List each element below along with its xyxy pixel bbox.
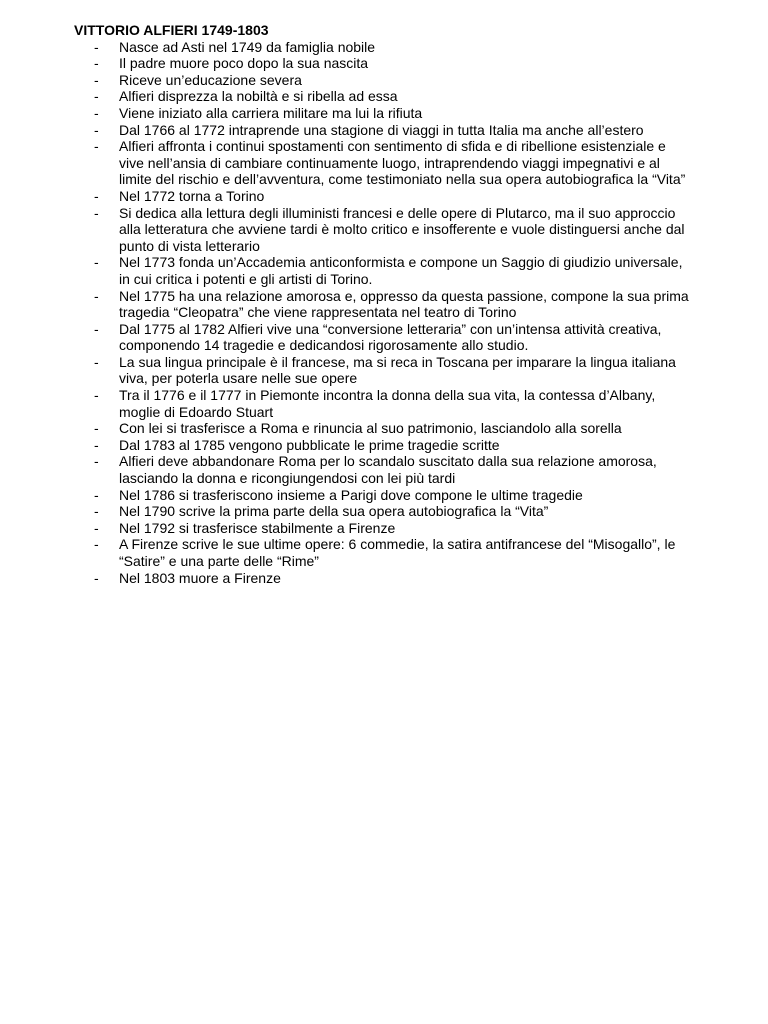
list-item-text: Nel 1786 si trasferiscono insieme a Parigi dove compone le ultime tragedie bbox=[119, 486, 583, 503]
bullet-dash: - bbox=[94, 536, 99, 553]
list-item bbox=[74, 437, 694, 454]
bullet-dash: - bbox=[94, 88, 99, 105]
list-item bbox=[74, 122, 694, 139]
document-page bbox=[74, 22, 694, 586]
bullet-dash: - bbox=[94, 204, 99, 221]
bullet-dash: - bbox=[94, 436, 99, 453]
list-item bbox=[74, 138, 694, 188]
bullet-dash: - bbox=[94, 287, 99, 304]
list-item bbox=[74, 453, 694, 486]
list-item bbox=[74, 39, 694, 56]
list-item-text: A Firenze scrive le sue ultime opere: 6 commedie, la satira antifrancese del “Misogallo”, le “Satire” e una parte delle “Rime” bbox=[119, 536, 676, 569]
bullet-dash: - bbox=[94, 71, 99, 88]
list-item bbox=[74, 205, 694, 255]
document-title: VITTORIO ALFIERI 1749-1803 bbox=[74, 22, 269, 38]
list-item-text: Si dedica alla lettura degli illuministi francesi e delle opere di Plutarco, ma il suo approccio alla letteratura che avviene tardi è molto critico e insofferente e vuole distinguersi anche dal punto di vista letterario bbox=[119, 204, 685, 254]
bullet-dash: - bbox=[94, 453, 99, 470]
list-item-text: Tra il 1776 e il 1777 in Piemonte incontra la donna della sua vita, la contessa d’Albany, moglie di Edoardo Stuart bbox=[119, 387, 656, 420]
list-item-text: Viene iniziato alla carriera militare ma lui la rifiuta bbox=[119, 104, 423, 121]
bullet-dash: - bbox=[94, 503, 99, 520]
bullet-dash: - bbox=[94, 138, 99, 155]
list-item bbox=[74, 387, 694, 420]
list-item bbox=[74, 254, 694, 287]
bullet-dash: - bbox=[94, 486, 99, 503]
list-item bbox=[74, 72, 694, 89]
list-item-text: La sua lingua principale è il francese, ma si reca in Toscana per imparare la lingua italiana viva, per poterla usare nelle sue opere bbox=[119, 353, 676, 387]
list-item-text: Alfieri disprezza la nobiltà e si ribella ad essa bbox=[119, 88, 398, 105]
bullet-dash: - bbox=[94, 420, 99, 437]
list-item-text: Nel 1773 fonda un’Accademia anticonformista e compone un Saggio di giudizio universale, in cui critica i potenti e gli artisti di Torino. bbox=[119, 254, 683, 287]
list-item-text: Dal 1783 al 1785 vengono pubblicate le prime tragedie scritte bbox=[119, 436, 500, 453]
list-item-text: Nasce ad Asti nel 1749 da famiglia nobile bbox=[119, 38, 376, 55]
bullet-dash: - bbox=[94, 387, 99, 404]
list-item-text: Il padre muore poco dopo la sua nascita bbox=[119, 55, 369, 72]
bullet-dash: - bbox=[94, 55, 99, 72]
list-item-text: Nel 1772 torna a Torino bbox=[119, 187, 265, 204]
bullet-list bbox=[74, 39, 694, 587]
list-item-text: Dal 1766 al 1772 intraprende una stagione di viaggi in tutta Italia ma anche all’estero bbox=[119, 121, 644, 138]
bullet-dash: - bbox=[94, 320, 99, 337]
bullet-dash: - bbox=[94, 353, 99, 370]
list-item-text: Nel 1792 si trasferisce stabilmente a Firenze bbox=[119, 519, 396, 536]
list-item bbox=[74, 503, 694, 520]
list-item bbox=[74, 288, 694, 321]
list-item bbox=[74, 321, 694, 354]
list-item bbox=[74, 55, 694, 72]
list-item bbox=[74, 520, 694, 537]
list-item bbox=[74, 487, 694, 504]
list-item bbox=[74, 105, 694, 122]
list-item-text: Con lei si trasferisce a Roma e rinuncia al suo patrimonio, lasciandolo alla sorella bbox=[119, 420, 622, 437]
list-item bbox=[74, 570, 694, 587]
list-item bbox=[74, 88, 694, 105]
bullet-dash: - bbox=[94, 254, 99, 271]
bullet-dash: - bbox=[94, 187, 99, 204]
list-item-text: Nel 1790 scrive la prima parte della sua opera autobiografica la “Vita” bbox=[119, 503, 549, 520]
bullet-dash: - bbox=[94, 38, 99, 55]
list-item-text: Alfieri deve abbandonare Roma per lo scandalo suscitato dalla sua relazione amorosa, lasciando la donna e ricongiungendosi con lei più tardi bbox=[119, 453, 657, 487]
list-item-text: Riceve un’educazione severa bbox=[119, 71, 302, 88]
list-item-text: Nel 1803 muore a Firenze bbox=[119, 569, 281, 586]
list-item bbox=[74, 420, 694, 437]
bullet-dash: - bbox=[94, 519, 99, 536]
list-item-text: Dal 1775 al 1782 Alfieri vive una “conversione letteraria” con un’intensa attività creativa, componendo 14 tragedie e dedicandosi rigorosamente allo studio. bbox=[119, 320, 662, 354]
list-item bbox=[74, 188, 694, 205]
list-item bbox=[74, 536, 694, 569]
bullet-dash: - bbox=[94, 104, 99, 121]
list-item-text: Alfieri affronta i continui spostamenti con sentimento di sfida e di ribellione esistenziale e vive nell’ansia di cambiare continuamente luogo, intraprendendo viaggi impegnativi e al limite del rischio e dell’avventura, come testimoniato nella sua opera autobiografica la “Vita” bbox=[119, 138, 686, 188]
bullet-dash: - bbox=[94, 569, 99, 586]
list-item-text: Nel 1775 ha una relazione amorosa e, oppresso da questa passione, compone la sua prima tragedia “Cleopatra” che viene rappresentata nel teatro di Torino bbox=[119, 287, 689, 321]
bullet-dash: - bbox=[94, 121, 99, 138]
list-item bbox=[74, 354, 694, 387]
